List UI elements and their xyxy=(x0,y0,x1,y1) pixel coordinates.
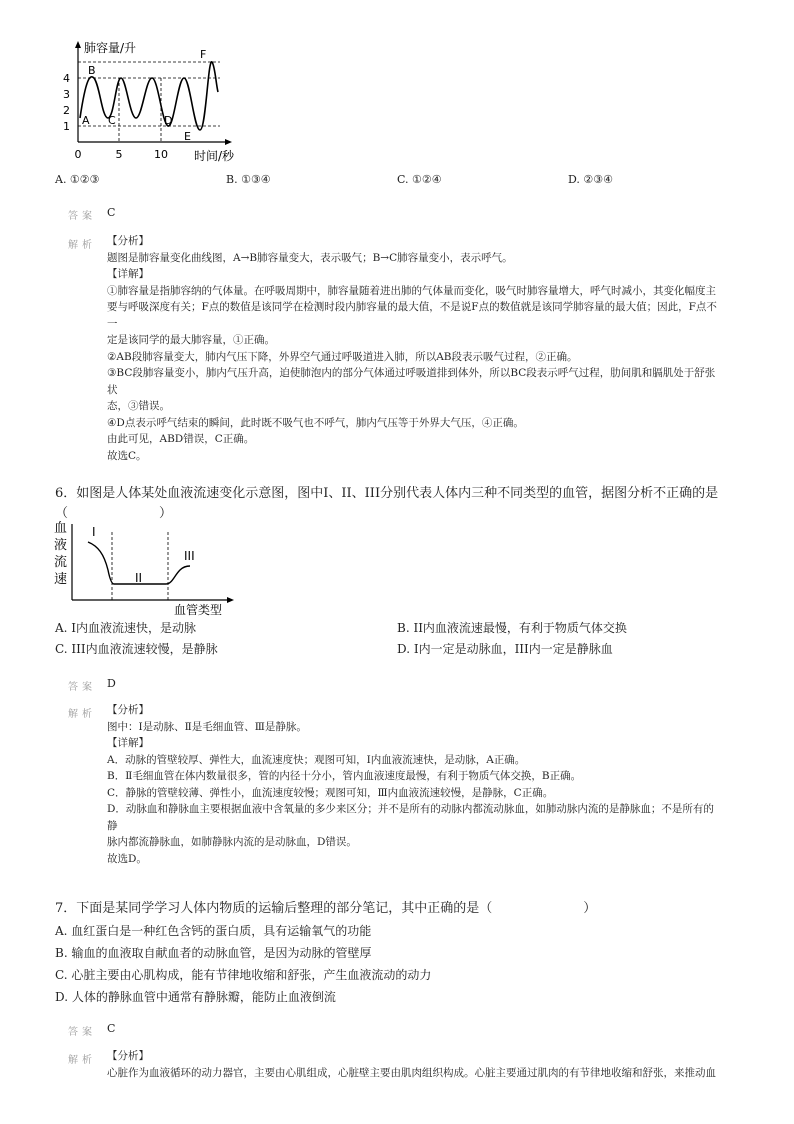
y-tick: 4 xyxy=(63,72,70,85)
analysis-line: 故选D。 xyxy=(107,852,147,865)
q7-option-b[interactable]: B. 输血的血液取自献血者的动脉血管，是因为动脉的管壁厚 xyxy=(55,946,372,960)
analysis-line: 【分析】 xyxy=(107,704,149,716)
y-axis-label-char: 血 xyxy=(54,521,68,536)
y-axis-label: 肺容量/升 xyxy=(84,41,137,55)
y-tick: 1 xyxy=(63,120,70,133)
analysis-line: A．动脉的管壁较厚、弹性大，血流速度快；观图可知，Ⅰ内血液流速快，是动脉，A正确。 xyxy=(107,753,526,766)
label-artery: I xyxy=(92,525,96,539)
point-label-d: D xyxy=(164,114,173,127)
analysis-line: ③BC段肺容量变小，肺内气压升高，迫使肺泡内的部分气体通过呼吸道排到体外，所以BC段表示呼气过程，肋间肌和膈肌处于舒张状 xyxy=(107,367,716,396)
q7-answer: C xyxy=(107,1022,116,1035)
q6-option-c[interactable]: C. III内血液流速较慢，是静脉 xyxy=(55,642,218,656)
analysis-line: 故选C。 xyxy=(107,449,147,462)
y-axis-label-char: 液 xyxy=(54,538,68,553)
q5-option-c[interactable]: C. ①②④ xyxy=(397,173,442,186)
analysis-line: C．静脉的管壁较薄、弹性小，血流速度较慢；观图可知，Ⅲ内血液流速较慢，是静脉，C正确。 xyxy=(107,786,554,799)
analysis-line: ②AB段肺容量变大，肺内气压下降，外界空气通过呼吸道进入肺，所以AB段表示吸气过程，②正确。 xyxy=(107,350,578,363)
analysis-line: 心脏作为血液循环的动力器官，主要由心肌组成，心脏壁主要由肌肉组织构成。心脏主要通过肌肉的有节律地收缩和舒张，来推动血 xyxy=(107,1066,716,1079)
q7-option-c[interactable]: C. 心脏主要由心肌构成，能有节律地收缩和舒张，产生血液流动的动力 xyxy=(55,968,432,982)
lung-volume-chart xyxy=(60,38,250,168)
point-label-b: B xyxy=(88,64,96,77)
q5-option-d[interactable]: D. ②③④ xyxy=(568,173,614,186)
q6-option-d[interactable]: D. I内一定是动脉血，III内一定是静脉血 xyxy=(397,642,613,656)
point-label-e: E xyxy=(184,130,191,143)
analysis-line: 脉内都流静脉血，如肺静脉内流的是动脉血，D错误。 xyxy=(107,836,357,848)
label-vein: III xyxy=(184,549,195,563)
analysis-line: 【分析】 xyxy=(107,1050,149,1062)
q7-option-a[interactable]: A. 血红蛋白是一种红色含钙的蛋白质，具有运输氧气的功能 xyxy=(55,924,372,938)
q6-option-b[interactable]: B. II内血液流速最慢，有利于物质气体交换 xyxy=(397,621,627,635)
x-axis-label: 时间/秒 xyxy=(194,149,235,163)
analysis-tag: 解析 xyxy=(68,240,96,251)
analysis-line: 【详解】 xyxy=(107,268,149,280)
analysis-line: ①肺容量是指肺容纳的气体量。在呼吸周期中，肺容量随着进出肺的气体量而变化，吸气时肺容量增大，呼气时减小，其变化幅度主 xyxy=(107,284,716,297)
answer-tag: 答案 xyxy=(68,211,96,222)
q7-option-d[interactable]: D. 人体的静脉血管中通常有静脉瓣，能防止血液倒流 xyxy=(55,990,336,1004)
x-tick: 0 xyxy=(74,148,82,161)
q5-option-a[interactable]: A. ①②③ xyxy=(55,173,100,186)
analysis-line: B．Ⅱ毛细血管在体内数量很多，管的内径十分小，管内血液速度最慢，有利于物质气体交换，B正确。 xyxy=(107,770,582,782)
lung-volume-curve xyxy=(80,62,218,130)
analysis-line: 由此可见，ABD错误，C正确。 xyxy=(107,433,255,445)
analysis-line: 态，③错误。 xyxy=(107,400,170,412)
point-label-c: C xyxy=(108,114,116,127)
y-axis-label-char: 速 xyxy=(54,572,68,587)
y-tick: 2 xyxy=(63,104,70,117)
y-axis-label-char: 流 xyxy=(54,555,68,570)
q6-answer-blank: （ ） xyxy=(55,506,173,521)
x-axis-label: 血管类型 xyxy=(174,603,223,617)
q6-option-a[interactable]: A. I内血液流速快，是动脉 xyxy=(55,621,197,635)
q5-answer: C xyxy=(107,206,116,219)
analysis-tag: 解析 xyxy=(68,1055,96,1066)
point-label-a: A xyxy=(82,114,90,127)
x-tick: 5 xyxy=(115,148,123,161)
analysis-tag: 解析 xyxy=(68,709,96,720)
label-capillary: II xyxy=(135,571,143,585)
q6-answer: D xyxy=(107,677,116,690)
x-tick: 10 xyxy=(154,148,168,161)
y-tick: 3 xyxy=(63,88,70,101)
analysis-line: 图中：Ⅰ是动脉、Ⅱ是毛细血管、Ⅲ是静脉。 xyxy=(107,720,307,733)
q7-analysis xyxy=(107,1048,722,1081)
q7-stem: 7．下面是某同学学习人体内物质的运输后整理的部分笔记，其中正确的是（ ） xyxy=(55,901,597,916)
analysis-line: ④D点表示呼气结束的瞬间，此时既不吸气也不呼气，肺内气压等于外界大气压，④正确。 xyxy=(107,416,524,429)
answer-tag: 答案 xyxy=(68,1027,96,1038)
analysis-line: 定是该同学的最大肺容量，①正确。 xyxy=(107,334,275,346)
blood-flow-chart xyxy=(50,520,240,620)
q5-option-b[interactable]: B. ①③④ xyxy=(226,173,271,186)
analysis-line: 【详解】 xyxy=(107,737,149,749)
q5-analysis xyxy=(107,233,722,464)
point-label-f: F xyxy=(200,48,207,61)
analysis-line: 题图是肺容量变化曲线图，A→B肺容量变大，表示吸气；B→C肺容量变小，表示呼气。 xyxy=(107,251,513,264)
analysis-line: D．动脉血和静脉血主要根据血液中含氧量的多少来区分；并不是所有的动脉内都流动脉血，如肺动脉内流的是静脉血；不是所有的静 xyxy=(107,803,714,832)
analysis-line: 要与呼吸深度有关；F点的数值是该同学在检测时段内肺容量的最大值，不是说F点的数值就是该同学肺容量的最大值；因此，F点不一 xyxy=(107,301,717,330)
q6-analysis xyxy=(107,702,722,867)
answer-tag: 答案 xyxy=(68,682,96,693)
q6-stem: 6．如图是人体某处血液流速变化示意图，图中I、II、III分别代表人体内三种不同类型的血管，据图分析不正确的是 xyxy=(55,486,719,501)
analysis-line: 【分析】 xyxy=(107,235,149,247)
